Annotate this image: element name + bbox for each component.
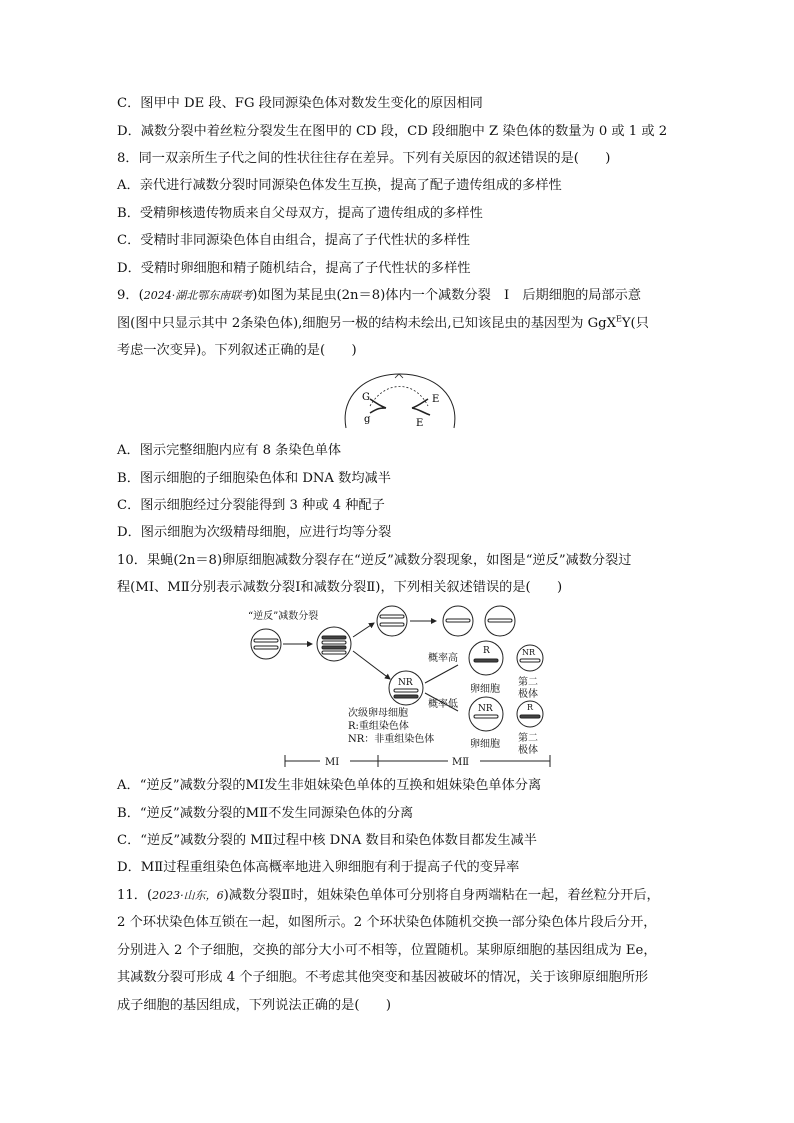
gene-G-label: G: [362, 392, 370, 403]
q10-meiosis-figure: [240, 603, 560, 769]
q9-stem-line1: [117, 288, 641, 304]
polar-label-upper-1: 第二: [518, 677, 538, 688]
q9-stem-line2-tail: Y(只: [621, 316, 649, 331]
q9-stem-line2: [117, 316, 649, 332]
q10-stem-line2: 程(MⅠ、MⅡ分别表示减数分裂Ⅰ和减数分裂Ⅱ)，下列相关叙述错误的是( ): [117, 580, 563, 595]
q10-option-c: C．“逆反”减数分裂的 MⅡ过程中核 DNA 数目和染色体数目都发生减半: [117, 833, 537, 848]
prob-low-label: 概率低: [428, 699, 458, 710]
prob-high-label: 概率高: [428, 653, 458, 664]
q9-option-b: B．图示细胞的子细胞染色体和 DNA 数均减半: [117, 471, 391, 486]
gene-E-label-lower: E: [416, 418, 424, 429]
polar-label-upper-2: 极体: [518, 689, 538, 700]
polar-label-lower-1: 第二: [518, 733, 538, 744]
q11-stem-text: )减数分裂Ⅱ时，姐妹染色单体可分别将自身两端粘在一起，着丝粒分开后，: [223, 888, 660, 903]
egg-cell-nr: [469, 697, 503, 731]
q9-option-c: C．图示细胞经过分裂能得到 3 种或 4 种配子: [117, 498, 385, 513]
q7-option-c: C．图甲中 DE 段、FG 段同源染色体对数发生变化的原因相同: [117, 96, 483, 111]
q11-stem-line5: 成子细胞的基因组成，下列说法正确的是( ): [117, 998, 392, 1013]
top-cell-3: [485, 606, 515, 636]
spindle: [370, 387, 428, 407]
gene-E-label-upper: E: [432, 394, 440, 405]
q8-option-c: C．受精时非同源染色体自由组合，提高了子代性状的多样性: [117, 233, 470, 248]
q11-stem-line3: 分别进入 2 个子细胞，交换的部分大小可不相等，位置随机。某卵原细胞的基因组成为 Ee，: [117, 943, 657, 958]
legend-nr: NR：非重组染色体: [348, 734, 435, 745]
secondary-oocyte-nr-label: NR: [398, 678, 413, 688]
q8-option-a: A．亲代进行减数分裂时同源染色体发生互换，提高了配子遗传组成的多样性: [117, 178, 562, 193]
q9-superscript: E: [616, 314, 622, 324]
q8-option-b: B．受精卵核遗传物质来自父母双方，提高了遗传组成的多样性: [117, 206, 483, 221]
timeline-mi-label: MⅠ: [325, 757, 340, 768]
top-cell-1: [377, 606, 407, 636]
q9-stem-line3: 考虑一次变异)。下列叙述正确的是( ): [117, 343, 357, 358]
q9-number: 9．(: [117, 288, 144, 303]
chromosome-left: [370, 399, 386, 413]
egg-label-upper: 卵细胞: [470, 684, 500, 695]
egg-r-label: R: [483, 646, 490, 656]
legend-r: R:重组染色体: [348, 721, 409, 732]
q9-stem-line2-text: 图(图中只显示其中 2条染色体),细胞另一极的结构未绘出,已知该昆虫的基因型为 GgX: [117, 316, 616, 331]
gene-g-label: g: [364, 414, 371, 425]
polar-label-lower-2: 极体: [518, 745, 538, 756]
q10-option-d: D．MⅡ过程重组染色体高概率地进入卵细胞有利于提高子代的变异率: [117, 860, 520, 875]
q11-stem-line2: 2 个环状染色体互锁在一起，如图所示。2 个环状染色体随机交换一部分染色体片段后分开，: [117, 915, 657, 930]
chromosome-right: [412, 399, 430, 415]
polar-nr-label: NR: [522, 648, 536, 657]
polar-r-label: R: [527, 703, 534, 712]
egg-label-lower: 卵细胞: [470, 739, 500, 750]
fig-title: “逆反”减数分裂: [248, 611, 319, 622]
secondary-oocyte-cell: [389, 671, 423, 705]
q8-option-d: D．受精时卵细胞和精子随机结合，提高了子代性状的多样性: [117, 261, 471, 276]
oogonium-cell: [251, 629, 281, 659]
q11-stem-line1: [117, 888, 660, 904]
q9-cell-figure: [340, 366, 460, 430]
q11-number: 11．(: [117, 888, 153, 903]
q10-option-b: B．“逆反”减数分裂的MⅡ不发生同源染色体的分离: [117, 806, 414, 821]
q9-stem-text: )如图为某昆虫(2n＝8)体内一个减数分裂 Ⅰ 后期细胞的局部示意: [252, 288, 642, 303]
top-cell-2: [443, 606, 473, 636]
q11-source: 2023·山东，6: [152, 889, 224, 902]
q9-option-a: A．图示完整细胞内应有 8 条染色单体: [117, 443, 342, 458]
q8-stem: 8．同一双亲所生子代之间的性状往往存在差异。下列有关原因的叙述错误的是( ): [117, 151, 611, 166]
q7-option-d: D．减数分裂中着丝粒分裂发生在图甲的 CD 段，CD 段细胞中 Z 染色体的数量为 0 或 1 或 2: [117, 124, 668, 139]
q10-stem-line1: 10．果蝇(2n＝8)卵原细胞减数分裂存在“逆反”减数分裂现象，如图是“逆反”减数分裂过: [117, 553, 632, 568]
q9-source: 2024·湖北鄂东南联考: [143, 289, 253, 302]
timeline-mii-label: MⅡ: [452, 757, 470, 768]
legend-secondary-oocyte: 次级卵母细胞: [348, 708, 408, 719]
q10-option-a: A．“逆反”减数分裂的MⅠ发生非姐妹染色单体的互换和姐妹染色单体分离: [117, 778, 542, 793]
egg-nr-label: NR: [478, 704, 493, 714]
q9-option-d: D．图示细胞为次级精母细胞，应进行均等分裂: [117, 525, 392, 540]
q11-stem-line4: 其减数分裂可形成 4 个子细胞。不考虑其他突变和基因被破坏的情况，关于该卵原细胞所形: [117, 970, 649, 985]
